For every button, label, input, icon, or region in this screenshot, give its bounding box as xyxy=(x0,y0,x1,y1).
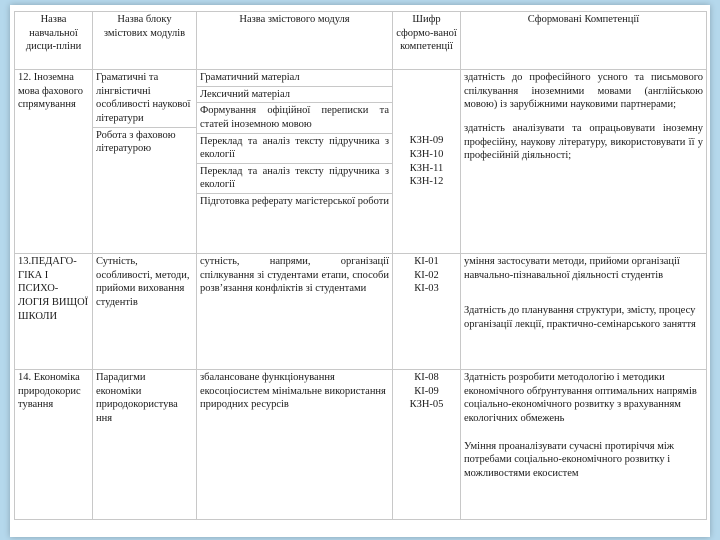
competence-text: Уміння проаналізувати сучасні протиріччя між потребами соціально-економічного розвитку і можливостями екосистем xyxy=(464,440,675,479)
competence-text: уміння застосувати методи, прийоми організації навчально-пізнавальної діяльності студентів xyxy=(464,256,680,281)
competence-code: КІ-09 xyxy=(414,385,439,397)
block-cell xyxy=(93,70,197,254)
competence-code: КІ-02 xyxy=(414,269,439,281)
block-item: Граматичні та лінгвістичні особливості наукової літератури xyxy=(93,70,196,128)
header-code: Шифр сформо-ваної компетенції xyxy=(393,12,461,70)
module-item: Підготовка реферату магістерської роботи xyxy=(200,196,389,208)
competence-text: Здатність до планування структури, змісту, процесу організації лекції, практично-семінарського заняття xyxy=(464,305,696,330)
code-cell xyxy=(393,70,461,254)
competence-code: КЗН-09 xyxy=(409,135,444,147)
competence-text: здатність до професійного усного та письмового спілкування іноземними мовами (англійською мовою) із зарубіжними науковими партнерами; xyxy=(464,72,703,111)
competences-cell xyxy=(461,370,707,520)
competence-code: КІ-08 xyxy=(414,372,439,383)
module-item: Лексичний матеріал xyxy=(197,87,392,104)
module-item: Переклад та аналіз тексту підручника з екології xyxy=(197,134,392,164)
competence-code: КІ-01 xyxy=(414,256,439,267)
module-item: Переклад та аналіз тексту підручника з екології xyxy=(197,164,392,194)
competence-code: КЗН-10 xyxy=(409,148,444,160)
competence-text: Здатність розробити методологію і методики економічного обґрунтування оптимальних напрямів соціально-економічного розвитку з врахуванням екологічних обмежень xyxy=(464,372,697,424)
document-sheet xyxy=(10,5,710,537)
module-cell: збалансоване функціонування екосоціосистем мінімальне використання природних ресурсів xyxy=(197,370,393,520)
competence-code: КІ-03 xyxy=(414,283,439,295)
competences-cell xyxy=(461,70,707,254)
header-discipline: Назва навчальної дисци-пліни xyxy=(15,12,93,70)
competence-code: КЗН-11 xyxy=(409,162,444,174)
competence-text: здатність аналізувати та опрацьовувати іноземну професійну, наукову літературу, використовувати її у професійній діяльності; xyxy=(464,122,703,162)
competence-code: КЗН-12 xyxy=(409,176,444,188)
module-item: Формування офіційної переписки та статей іноземною мовою xyxy=(197,103,392,133)
table-row xyxy=(15,254,707,370)
competence-table xyxy=(14,11,707,520)
table-row xyxy=(15,370,707,520)
discipline-cell: 12. Іноземна мова фахового спрямування xyxy=(15,70,93,254)
module-cell xyxy=(197,70,393,254)
discipline-cell: 14. Економіка природокорис тування xyxy=(15,370,93,520)
module-item: Граматичний матеріал xyxy=(197,70,392,87)
discipline-cell: 13.ПЕДАГО-ГІКА І ПСИХО-ЛОГІЯ ВИЩОЇ ШКОЛИ xyxy=(15,254,93,370)
code-cell xyxy=(393,370,461,520)
module-cell: сутність, напрями, організації спілкування зі студентами етапи, способи розв’язання конфліктів зі студентами xyxy=(197,254,393,370)
header-row xyxy=(15,12,707,70)
table-row xyxy=(15,70,707,254)
header-competences: Сформовані Компетенції xyxy=(461,12,707,70)
header-block: Назва блоку змістових модулів xyxy=(93,12,197,70)
code-cell xyxy=(393,254,461,370)
block-cell: Парадигми економіки природокористува ння xyxy=(93,370,197,520)
competence-code: КЗН-05 xyxy=(409,399,444,411)
competences-cell xyxy=(461,254,707,370)
block-item: Робота з фаховою літературою xyxy=(96,129,176,155)
block-cell: Сутність, особливості, методи, прийоми виховання студентів xyxy=(93,254,197,370)
header-module: Назва змістового модуля xyxy=(197,12,393,70)
